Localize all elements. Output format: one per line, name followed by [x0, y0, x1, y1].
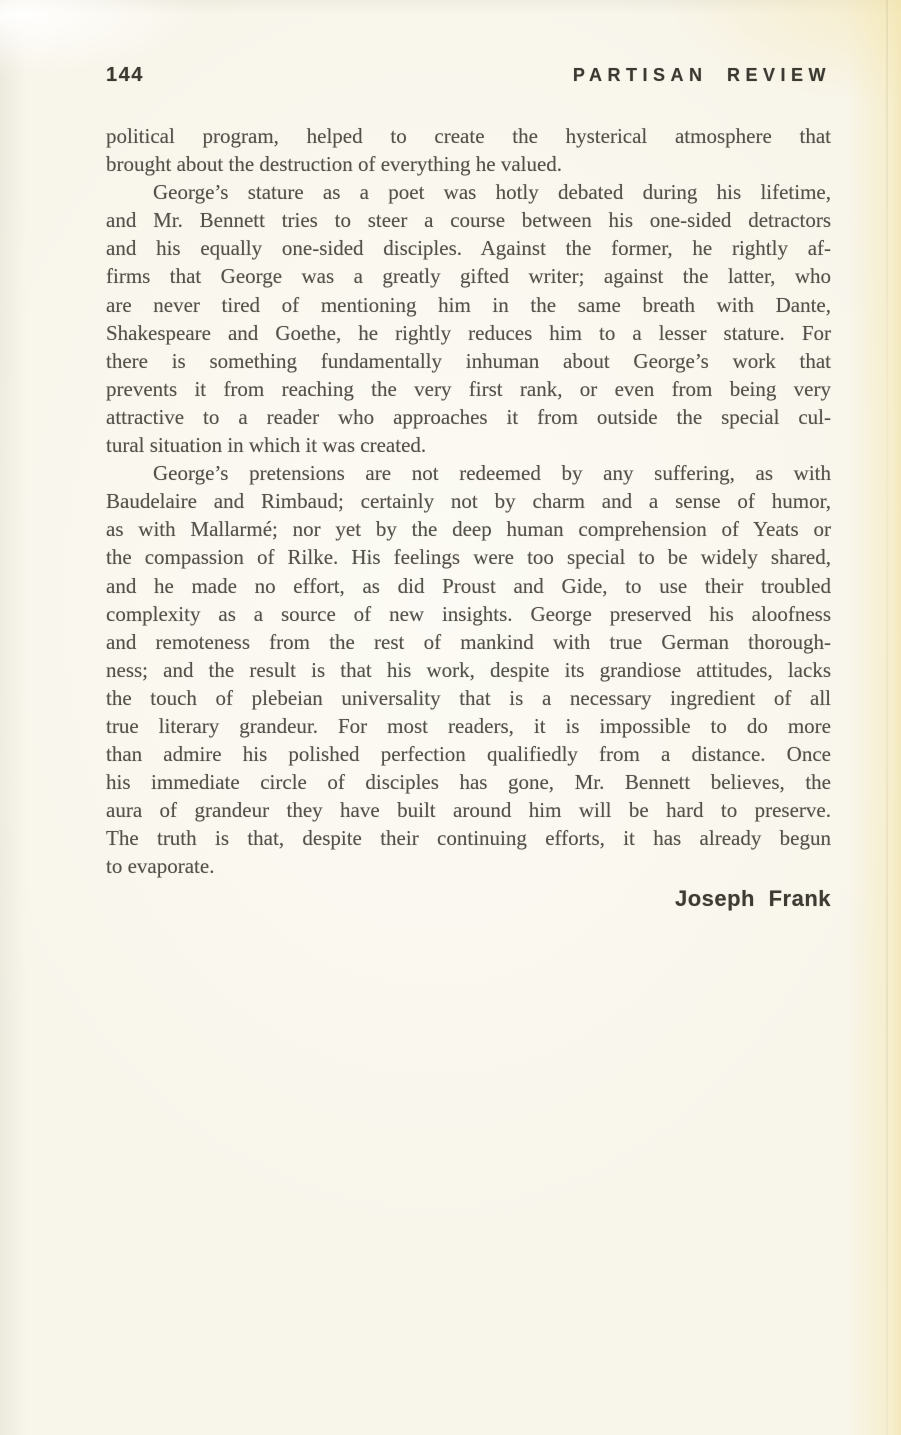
running-head	[106, 64, 831, 87]
text-line: than admire his polished perfection qualifiedly from a distance. Once	[106, 742, 831, 767]
text-line: firms that George was a greatly gifted writer; against the latter, who	[106, 264, 831, 289]
page-number: 144	[106, 64, 144, 86]
page-edge-crease	[886, 0, 888, 1435]
text-line: and Mr. Bennett tries to steer a course between his one-sided detractors	[106, 208, 831, 233]
paragraph	[106, 459, 831, 880]
text-line: Baudelaire and Rimbaud; certainly not by charm and a sense of humor,	[106, 489, 831, 514]
text-line: the touch of plebeian universality that is a necessary ingredient of all	[106, 685, 831, 710]
journal-title: PARTISAN REVIEW	[572, 65, 831, 85]
paragraph	[106, 178, 831, 459]
text-line: political program, helped to create the hysterical atmosphere that	[106, 124, 831, 148]
article-body	[106, 122, 831, 881]
text-line: his immediate circle of disciples has gone, Mr. Bennett believes, the	[106, 770, 831, 795]
text-line: aura of grandeur they have built around him will be hard to preserve.	[106, 798, 831, 823]
text-line: complexity as a source of new insights. George preserved his aloofness	[106, 601, 831, 626]
text-line: The truth is that, despite their continuing efforts, it has already begun	[106, 826, 831, 851]
text-line: ness; and the result is that his work, despite its grandiose attitudes, lacks	[106, 657, 831, 682]
text-line: and he made no effort, as did Proust and Gide, to use their troubled	[106, 573, 831, 598]
text-line: George’s pretensions are not redeemed by any suffering, as with	[153, 461, 831, 486]
text-line: the compassion of Rilke. His feelings were too special to be widely shared,	[106, 545, 831, 570]
text-line: there is something fundamentally inhuman about George’s work that	[106, 348, 831, 373]
text-line: George’s stature as a poet was hotly debated during his lifetime,	[153, 180, 831, 205]
author-signature: Joseph Frank	[674, 885, 831, 911]
text-line: prevents it from reaching the very first rank, or even from being very	[106, 376, 831, 401]
paragraph	[106, 122, 831, 178]
text-line: are never tired of mentioning him in the same breath with Dante,	[106, 292, 831, 317]
text-line: as with Mallarmé; nor yet by the deep human comprehension of Yeats or	[106, 517, 831, 542]
text-line: true literary grandeur. For most readers, it is impossible to do more	[106, 713, 831, 738]
text-line: tural situation in which it was created.	[106, 433, 427, 458]
text-line: and his equally one-sided disciples. Against the former, he rightly af-	[106, 236, 831, 261]
page-content	[106, 64, 831, 912]
text-line: attractive to a reader who approaches it from outside the special cul-	[106, 404, 831, 429]
text-line: and remoteness from the rest of mankind with true German thorough-	[106, 629, 831, 654]
text-line: to evaporate.	[106, 854, 215, 879]
text-line: Shakespeare and Goethe, he rightly reduces him to a lesser stature. For	[106, 320, 831, 345]
text-line: brought about the destruction of everything he valued.	[106, 152, 563, 177]
